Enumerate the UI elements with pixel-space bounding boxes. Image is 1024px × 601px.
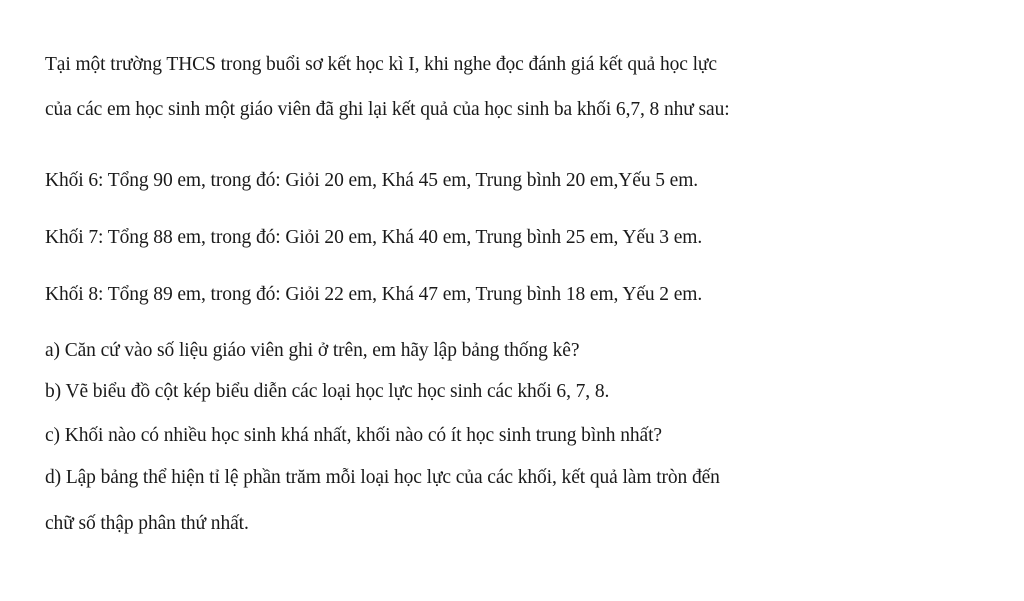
grade-7-results: Khối 7: Tổng 88 em, trong đó: Giỏi 20 em, Khá 40 em, Trung bình 25 em, Yếu 3 em. [45,227,703,248]
question-b: b) Vẽ biểu đồ cột kép biểu diễn các loại học lực học sinh các khối 6, 7, 8. [45,381,610,402]
question-c: c) Khối nào có nhiều học sinh khá nhất, khối nào có ít học sinh trung bình nhất? [45,425,662,446]
grade-8-results: Khối 8: Tổng 89 em, trong đó: Giỏi 22 em, Khá 47 em, Trung bình 18 em, Yếu 2 em. [45,284,703,305]
question-a: a) Căn cứ vào số liệu giáo viên ghi ở trên, em hãy lập bảng thống kê? [45,340,580,361]
question-d-line-2: chữ số thập phân thứ nhất. [45,513,249,534]
question-d-line-1: d) Lập bảng thể hiện tỉ lệ phần trăm mỗi loại học lực của các khối, kết quả làm tròn đến [45,467,720,488]
intro-line-2: của các em học sinh một giáo viên đã ghi lại kết quả của học sinh ba khối 6,7, 8 như sau: [45,99,730,120]
grade-6-results: Khối 6: Tổng 90 em, trong đó: Giỏi 20 em, Khá 45 em, Trung bình 20 em,Yếu 5 em. [45,170,699,191]
intro-line-1: Tại một trường THCS trong buổi sơ kết học kì I, khi nghe đọc đánh giá kết quả học lực [45,54,717,75]
